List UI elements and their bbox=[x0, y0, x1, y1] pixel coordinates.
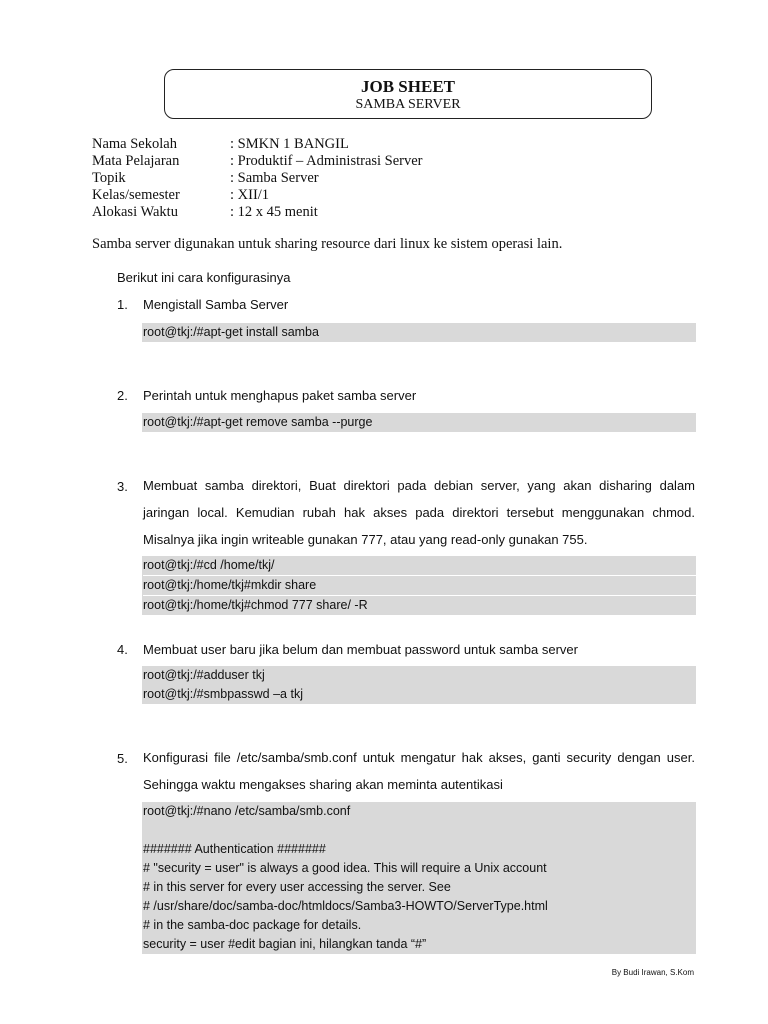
step-text: Perintah untuk menghapus paket samba server bbox=[143, 388, 417, 403]
code-line: root@tkj:/#apt-get remove samba --purge bbox=[143, 415, 373, 429]
info-block bbox=[92, 136, 423, 221]
code-line: security = user #edit bagian ini, hilangkan tanda “#” bbox=[143, 937, 427, 951]
info-label: Nama Sekolah bbox=[92, 136, 177, 152]
info-value: : 12 x 45 menit bbox=[230, 204, 318, 220]
info-label: Kelas/semester bbox=[92, 187, 180, 203]
step-text: Membuat user baru jika belum dan membuat password untuk samba server bbox=[143, 642, 578, 657]
page-title: JOB SHEET bbox=[360, 77, 455, 96]
step-text: Mengistall Samba Server bbox=[143, 297, 289, 312]
step-number: 5. bbox=[117, 751, 128, 766]
title-box bbox=[164, 69, 652, 119]
info-row-time bbox=[92, 204, 423, 221]
info-row-subject bbox=[92, 153, 423, 170]
info-label: Topik bbox=[92, 170, 126, 186]
info-value: : SMKN 1 BANGIL bbox=[230, 136, 349, 152]
code-line: # "security = user" is always a good idea. This will require a Unix account bbox=[143, 861, 547, 875]
code-line bbox=[143, 821, 696, 840]
info-value: : Samba Server bbox=[230, 170, 319, 186]
info-value: : Produktif – Administrasi Server bbox=[230, 153, 423, 169]
code-line: # in the samba-doc package for details. bbox=[143, 918, 362, 932]
code-line: root@tkj:/home/tkj#chmod 777 share/ -R bbox=[143, 598, 368, 612]
code-block bbox=[142, 413, 696, 432]
step-text: Konfigurasi file /etc/samba/smb.conf untuk mengatur hak akses, ganti security dengan user. Sehingga waktu mengakses sharing akan meminta autentikasi bbox=[143, 750, 695, 792]
info-label: Alokasi Waktu bbox=[92, 204, 178, 220]
code-line: # in this server for every user accessing the server. See bbox=[143, 880, 451, 894]
info-value: : XII/1 bbox=[230, 187, 270, 203]
code-line: root@tkj:/#smbpasswd –a tkj bbox=[143, 687, 303, 701]
code-line: root@tkj:/#cd /home/tkj/ bbox=[143, 556, 696, 576]
step-number: 3. bbox=[117, 479, 128, 494]
code-line: # /usr/share/doc/samba-doc/htmldocs/Samba3-HOWTO/ServerType.html bbox=[143, 899, 548, 913]
footer-author: By Budi Irawan, S.Kom bbox=[611, 968, 694, 977]
step-text: Membuat samba direktori, Buat direktori pada debian server, yang akan disharing dalam jaringan local. Kemudian rubah hak akses pada direktori tersebut menggunakan chmod. Misalnya jika ingin writeable gunakan 777, atau yang read-only gunakan 755. bbox=[143, 478, 695, 547]
step-number: 4. bbox=[117, 642, 128, 657]
code-line: root@tkj:/#adduser tkj bbox=[143, 668, 265, 682]
code-block bbox=[142, 802, 696, 954]
code-line: root@tkj:/#nano /etc/samba/smb.conf bbox=[143, 804, 351, 818]
page-subtitle: SAMBA SERVER bbox=[355, 97, 461, 112]
code-block bbox=[142, 556, 696, 615]
code-block bbox=[142, 323, 696, 342]
code-line: root@tkj:/#apt-get install samba bbox=[143, 325, 319, 339]
info-label: Mata Pelajaran bbox=[92, 153, 180, 169]
info-row-class bbox=[92, 187, 423, 204]
code-block bbox=[142, 666, 696, 704]
code-line: root@tkj:/home/tkj#mkdir share bbox=[143, 576, 696, 596]
step-number: 2. bbox=[117, 388, 128, 403]
intro-text: Samba server digunakan untuk sharing resource dari linux ke sistem operasi lain. bbox=[92, 236, 563, 252]
info-row-topic bbox=[92, 170, 423, 187]
step-number: 1. bbox=[117, 297, 128, 312]
lead-text: Berikut ini cara konfigurasinya bbox=[117, 270, 291, 285]
info-row-school bbox=[92, 136, 423, 153]
code-line: ####### Authentication ####### bbox=[143, 842, 326, 856]
